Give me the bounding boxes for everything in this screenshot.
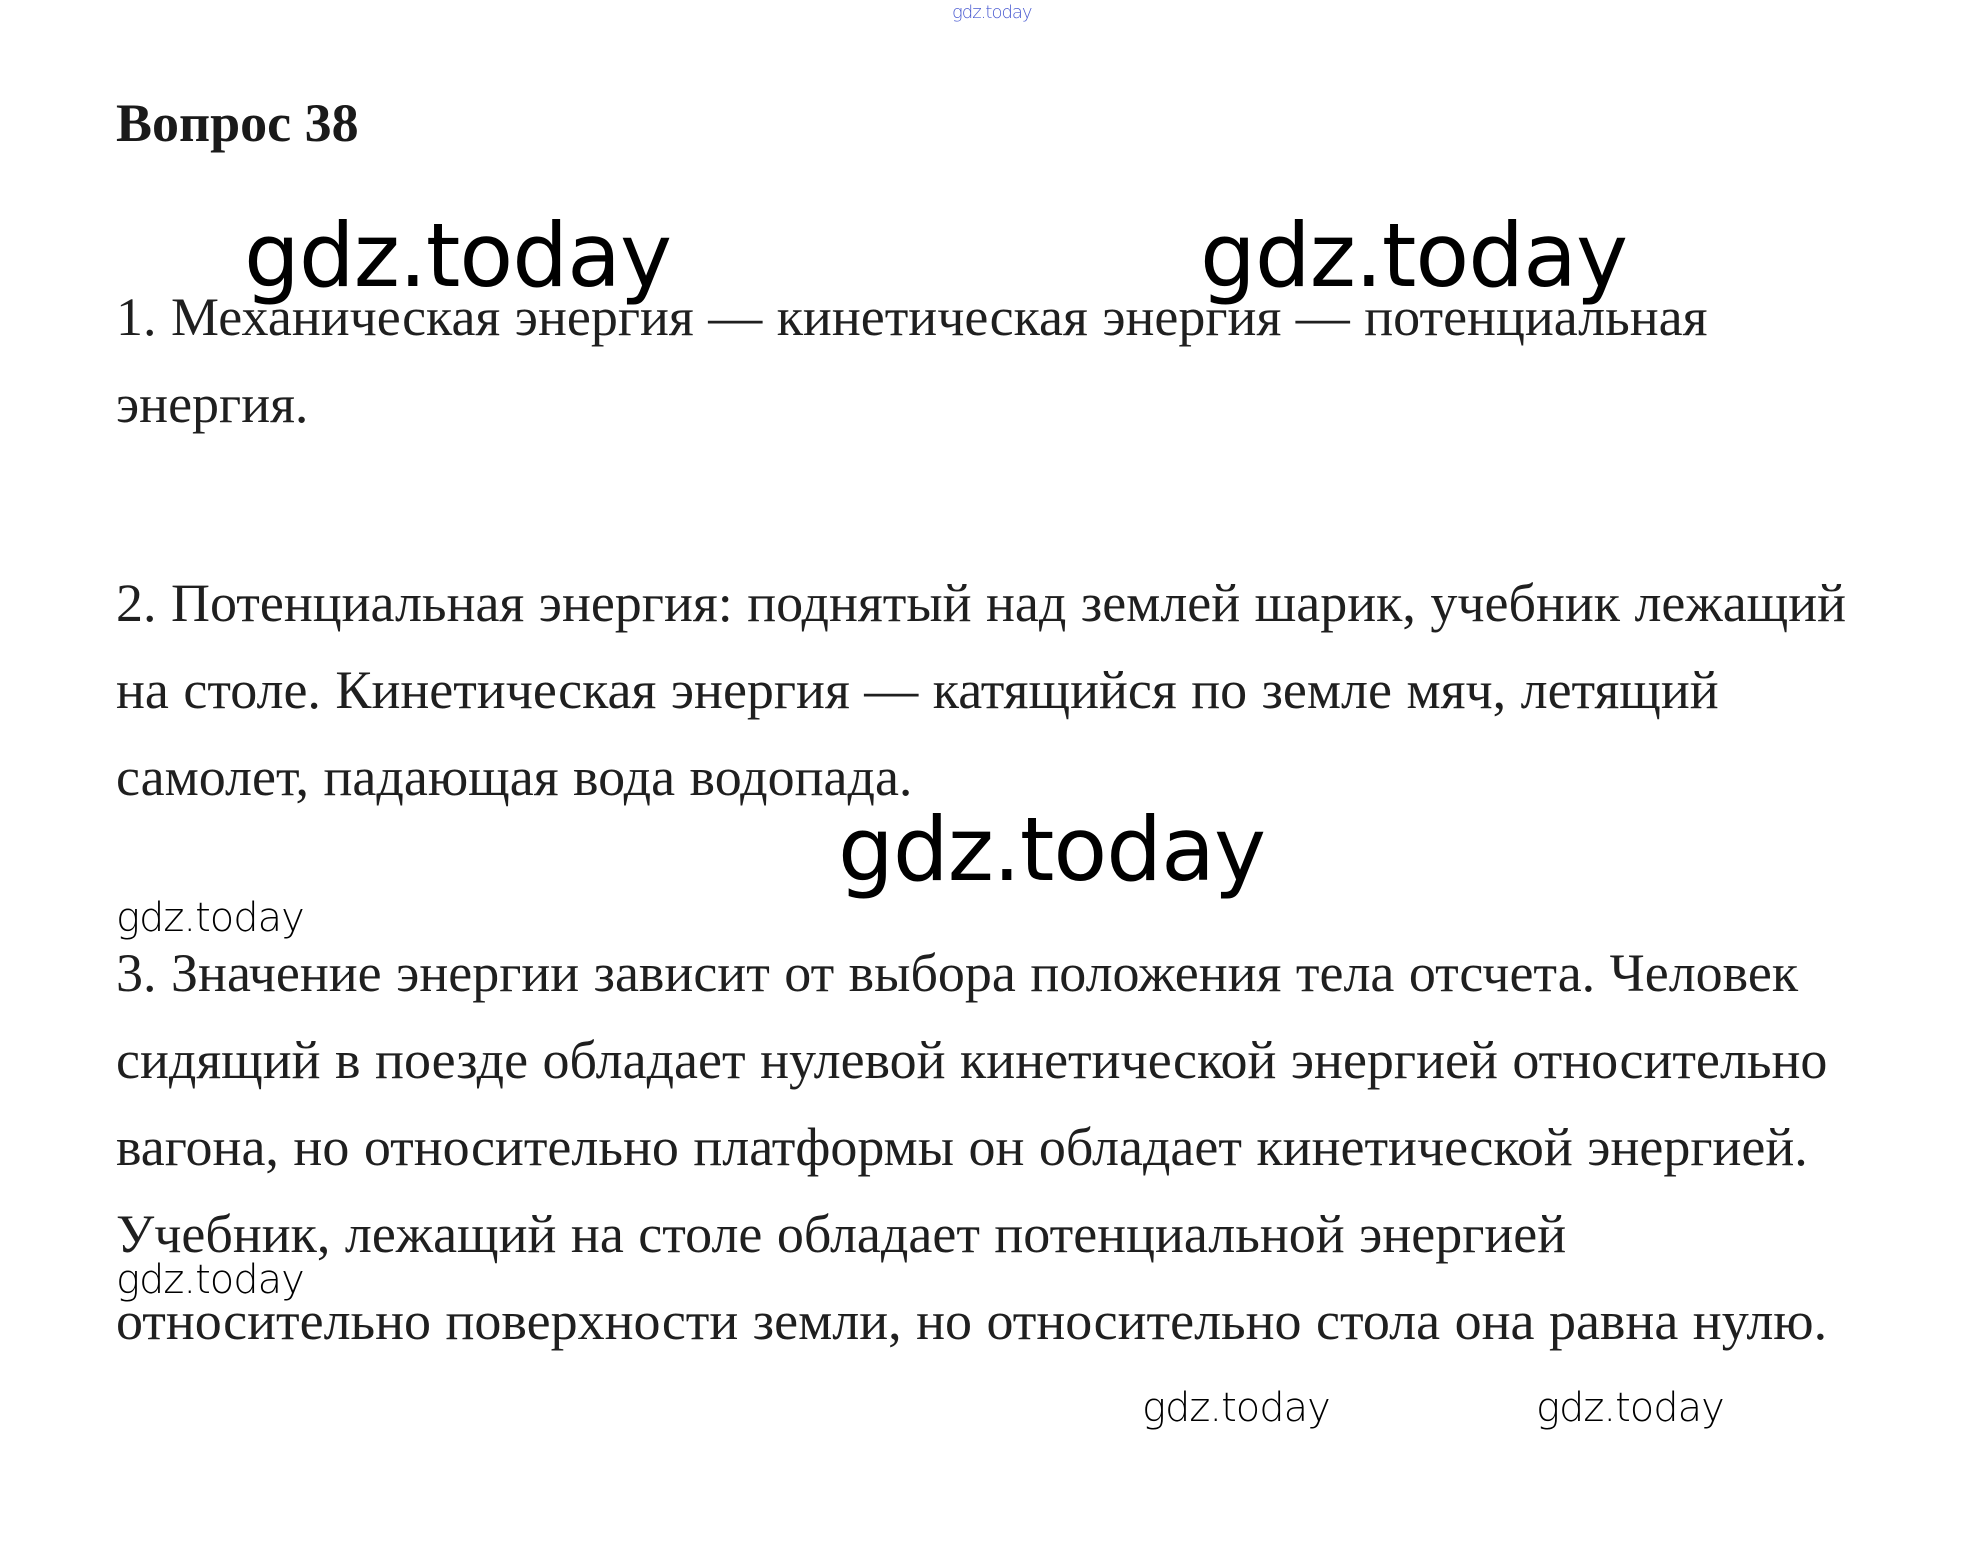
answer-paragraph-3: 3. Значение энергии зависит от выбора положения тела отсчета. Человек сидящий в поезде обладает нулевой кинетической энергией относительно вагона, но относительно платформы он обладает кинетической энергией. Учебник, лежащий на столе обладает потенциальной энергией относительно поверхности земли, но относительно стола она равна нулю. bbox=[116, 943, 1828, 1351]
watermark-small-bottom-right: gdz.today bbox=[1536, 1385, 1724, 1431]
watermark-large-center: gdz.today bbox=[838, 798, 1266, 901]
watermark-large-right: gdz.today bbox=[1200, 204, 1628, 307]
question-title: Вопрос 38 bbox=[116, 93, 359, 153]
watermark-small-bottom-center: gdz.today bbox=[1142, 1385, 1330, 1431]
answer-paragraph-1: 1. Механическая энергия — кинетическая энергия — потенциальная энергия. bbox=[116, 287, 1708, 434]
answer-paragraph-2: 2. Потенциальная энергия: поднятый над землей шарик, учебник лежащий на столе. Кинетическая энергия — катящийся по земле мяч, летящий самолет, падающая вода водопада. bbox=[116, 573, 1847, 807]
watermark-small-left-lower: gdz.today bbox=[116, 1257, 304, 1303]
watermark-large-left: gdz.today bbox=[244, 204, 672, 307]
watermark-top: gdz.today bbox=[952, 2, 1032, 23]
watermark-small-left-upper: gdz.today bbox=[116, 895, 304, 941]
